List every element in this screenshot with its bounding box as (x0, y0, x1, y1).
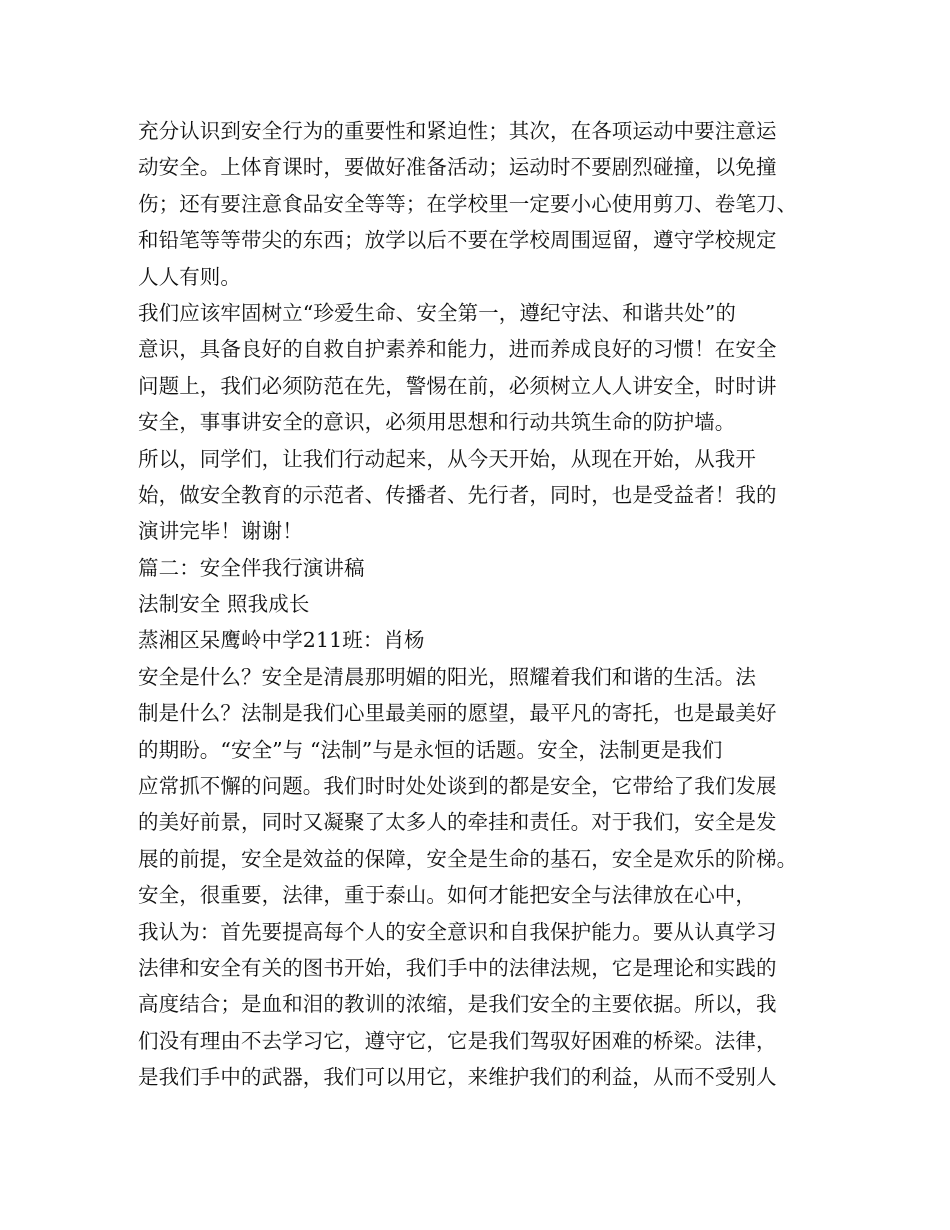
document-body (138, 113, 828, 1096)
text-line: 们没有理由不去学习它，遵守它，它是我们驾驭好困难的桥梁。法律， (138, 1028, 777, 1053)
text-line: 的期盼。“安全”与 “法制”与是永恒的话题。安全，法制更是我们 (138, 737, 723, 762)
text-line: 演讲完毕！谢谢！ (138, 519, 303, 544)
text-line: 所以，同学们，让我们行动起来，从今天开始，从现在开始，从我开 (138, 446, 756, 471)
text-line: 安全，很重要，法律，重于泰山。如何才能把安全与法律放在心中， (138, 883, 756, 908)
text-line: 和铅笔等等带尖的东西；放学以后不要在学校周围逗留，遵守学校规定 (138, 228, 777, 253)
text-line: 是我们手中的武器，我们可以用它，来维护我们的利益，从而不受别人 (138, 1065, 777, 1090)
text-line: 应常抓不懈的问题。我们时时处处谈到的都是安全，它带给了我们发展 (138, 774, 777, 799)
text-line: 展的前提，安全是效益的保障，安全是生命的基石，安全是欢乐的阶梯。 (138, 846, 798, 871)
text-line: 法律和安全有关的图书开始，我们手中的法律法规，它是理论和实践的 (138, 955, 777, 980)
text-line: 制是什么？法制是我们心里最美丽的愿望，最平凡的寄托，也是最美好 (138, 701, 777, 726)
text-line: 始，做安全教育的示范者、传播者、先行者，同时，也是受益者！我的 (138, 482, 777, 507)
text-line: 问题上，我们必须防范在先，警惕在前，必须树立人人讲安全，时时讲 (138, 373, 777, 398)
text-line: 我认为：首先要提高每个人的安全意识和自我保护能力。要从认真学习 (138, 919, 777, 944)
text-line: 高度结合；是血和泪的教训的浓缩，是我们安全的主要依据。所以，我 (138, 992, 777, 1017)
text-line: 的美好前景，同时又凝聚了太多人的牵挂和责任。对于我们，安全是发 (138, 810, 777, 835)
speech-title: 法制安全 照我成长 (138, 592, 310, 617)
text-line: 伤；还有要注意食品安全等等；在学校里一定要小心使用剪刀、卷笔刀、 (138, 191, 798, 216)
text-line: 充分认识到安全行为的重要性和紧迫性；其次，在各项运动中要注意运 (138, 119, 777, 143)
text-line: 人人有则。 (138, 264, 241, 289)
text-line: 意识，具备良好的自救自护素养和能力，进而养成良好的习惯！在安全 (138, 337, 777, 362)
author-line: 蒸湘区呆鹰岭中学211班：肖杨 (138, 628, 425, 653)
text-line: 我们应该牢固树立“珍爱生命、安全第一，遵纪守法、和谐共处”的 (138, 300, 736, 325)
text-line: 安全，事事讲安全的意识，必须用思想和行动共筑生命的防护墙。 (138, 410, 736, 435)
text-line: 安全是什么？安全是清晨那明媚的阳光，照耀着我们和谐的生活。法 (138, 664, 756, 689)
section-heading: 篇二：安全伴我行演讲稿 (138, 555, 365, 580)
text-line: 动安全。上体育课时，要做好准备活动；运动时不要剧烈碰撞，以免撞 (138, 155, 777, 180)
